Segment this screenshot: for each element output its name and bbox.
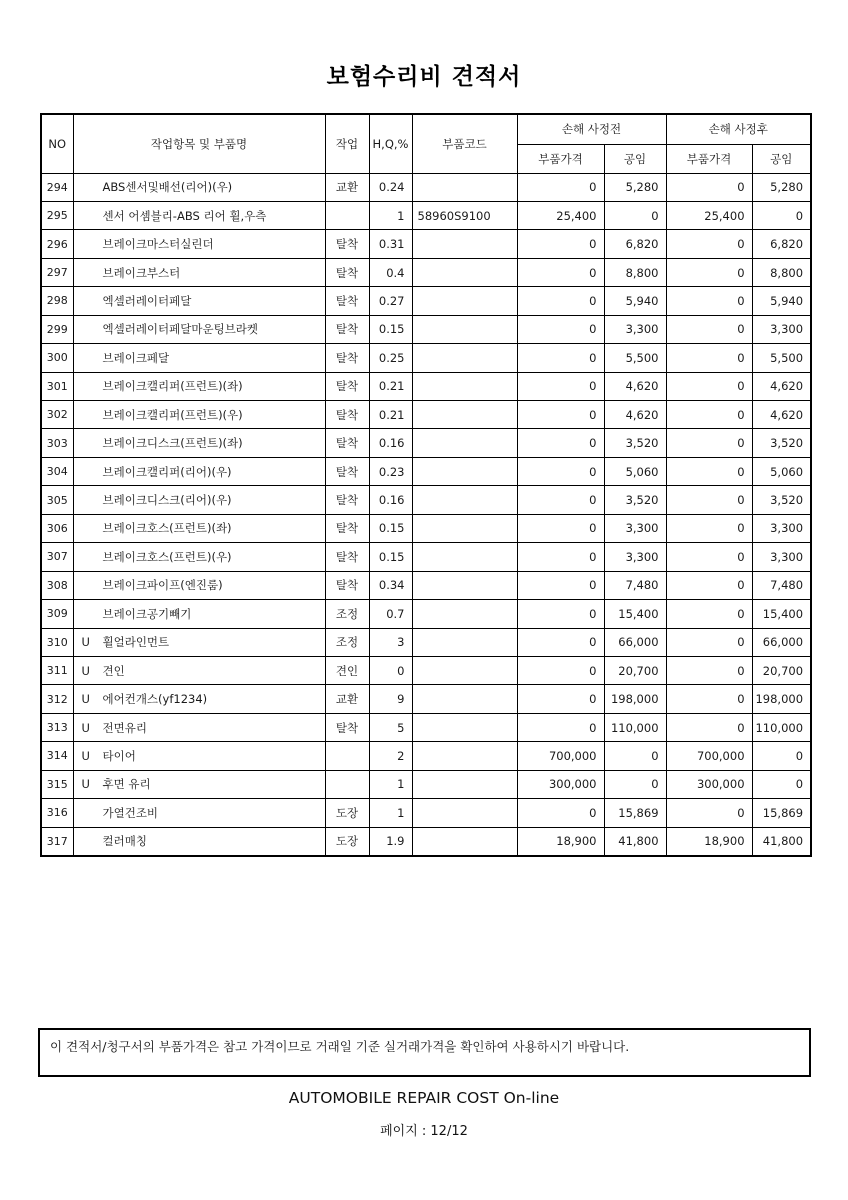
row-before-labor: 3,300 [604, 315, 666, 343]
row-hq-value: 0.34 [369, 571, 412, 599]
row-item [73, 258, 325, 286]
row-after-labor: 198,000 [752, 685, 811, 713]
row-no: 299 [41, 315, 73, 343]
row-item [73, 401, 325, 429]
row-item-name: 브레이크디스크(리어)(우) [102, 493, 232, 508]
table-row [41, 372, 811, 400]
row-before-part-price: 0 [517, 600, 604, 628]
row-part-code: 58960S9100 [412, 201, 517, 229]
row-after-labor: 5,280 [752, 173, 811, 201]
row-after-labor: 66,000 [752, 628, 811, 656]
row-work-type: 교환 [325, 173, 369, 201]
row-work-type: 탈착 [325, 401, 369, 429]
row-after-part-price: 0 [666, 799, 752, 827]
row-no: 294 [41, 173, 73, 201]
row-after-part-price: 0 [666, 372, 752, 400]
row-before-part-price: 0 [517, 457, 604, 485]
row-after-part-price: 0 [666, 429, 752, 457]
row-before-part-price: 0 [517, 656, 604, 684]
row-no: 306 [41, 514, 73, 542]
row-part-code [412, 258, 517, 286]
row-after-part-price: 0 [666, 315, 752, 343]
row-after-labor: 5,500 [752, 344, 811, 372]
table-row [41, 201, 811, 229]
row-item-name: 브레이크캘리퍼(리어)(우) [102, 464, 232, 479]
row-before-labor: 0 [604, 742, 666, 770]
row-before-part-price: 0 [517, 713, 604, 741]
row-after-part-price: 0 [666, 457, 752, 485]
row-before-labor: 8,800 [604, 258, 666, 286]
row-hq-value: 0.21 [369, 372, 412, 400]
row-item [73, 315, 325, 343]
row-before-labor: 5,940 [604, 287, 666, 315]
row-hq-value: 1 [369, 799, 412, 827]
row-no: 317 [41, 827, 73, 855]
row-item [73, 543, 325, 571]
table-row [41, 600, 811, 628]
row-item [73, 770, 325, 798]
row-after-labor: 20,700 [752, 656, 811, 684]
row-before-part-price: 0 [517, 685, 604, 713]
row-after-part-price: 18,900 [666, 827, 752, 855]
row-part-code [412, 770, 517, 798]
row-before-labor: 5,060 [604, 457, 666, 485]
table-row [41, 685, 811, 713]
row-before-labor: 4,620 [604, 401, 666, 429]
row-item-name: 컬러매칭 [102, 834, 147, 849]
row-work-type: 탈착 [325, 486, 369, 514]
row-before-labor: 198,000 [604, 685, 666, 713]
row-hq-value: 0.25 [369, 344, 412, 372]
row-no: 310 [41, 628, 73, 656]
row-before-labor: 7,480 [604, 571, 666, 599]
row-work-type: 탈착 [325, 713, 369, 741]
row-no: 305 [41, 486, 73, 514]
row-hq-value: 0.16 [369, 429, 412, 457]
row-after-part-price: 0 [666, 486, 752, 514]
row-before-part-price: 0 [517, 628, 604, 656]
row-after-part-price: 0 [666, 344, 752, 372]
row-hq-value: 0.31 [369, 230, 412, 258]
row-no: 300 [41, 344, 73, 372]
row-no: 297 [41, 258, 73, 286]
row-u-marker: U [81, 663, 90, 678]
row-u-marker: U [81, 692, 90, 707]
row-item-name: 에어컨개스(yf1234) [102, 692, 208, 707]
row-work-type: 조정 [325, 600, 369, 628]
table-row [41, 315, 811, 343]
row-item [73, 514, 325, 542]
row-after-part-price: 0 [666, 401, 752, 429]
row-item-name: 브레이크디스크(프런트)(좌) [102, 436, 243, 451]
notice-box [38, 1028, 811, 1077]
row-hq-value: 3 [369, 628, 412, 656]
row-after-labor: 0 [752, 742, 811, 770]
row-work-type: 탈착 [325, 372, 369, 400]
row-item-name: 센서 어셈블리-ABS 리어 휠,우측 [102, 208, 267, 223]
row-after-labor: 6,820 [752, 230, 811, 258]
header-no: NO [41, 114, 73, 173]
table-row [41, 713, 811, 741]
table-row [41, 827, 811, 855]
row-hq-value: 0.4 [369, 258, 412, 286]
row-item [73, 713, 325, 741]
row-work-type: 탈착 [325, 429, 369, 457]
table-row [41, 571, 811, 599]
row-before-labor: 110,000 [604, 713, 666, 741]
row-item [73, 344, 325, 372]
row-item [73, 173, 325, 201]
row-before-labor: 3,520 [604, 429, 666, 457]
row-item [73, 600, 325, 628]
header-part-code: 부품코드 [412, 114, 517, 173]
row-no: 315 [41, 770, 73, 798]
row-part-code [412, 571, 517, 599]
row-item-name: 브레이크부스터 [102, 265, 181, 280]
row-hq-value: 0.15 [369, 543, 412, 571]
row-item-name: 견인 [102, 663, 125, 678]
row-after-part-price: 0 [666, 713, 752, 741]
row-before-part-price: 300,000 [517, 770, 604, 798]
row-part-code [412, 628, 517, 656]
row-part-code [412, 713, 517, 741]
header-after-part-price: 부품가격 [666, 144, 752, 173]
row-item [73, 799, 325, 827]
row-before-part-price: 25,400 [517, 201, 604, 229]
row-after-part-price: 0 [666, 514, 752, 542]
row-before-labor: 3,300 [604, 543, 666, 571]
row-before-part-price: 0 [517, 514, 604, 542]
row-item [73, 628, 325, 656]
row-item-name: 전면유리 [102, 720, 147, 735]
table-row [41, 514, 811, 542]
table-row [41, 401, 811, 429]
row-before-part-price: 0 [517, 287, 604, 315]
row-hq-value: 0.7 [369, 600, 412, 628]
row-before-part-price: 0 [517, 173, 604, 201]
row-no: 312 [41, 685, 73, 713]
row-no: 296 [41, 230, 73, 258]
row-after-labor: 41,800 [752, 827, 811, 855]
table-row [41, 457, 811, 485]
row-after-labor: 3,300 [752, 514, 811, 542]
row-after-part-price: 0 [666, 685, 752, 713]
row-before-labor: 41,800 [604, 827, 666, 855]
row-item-name: 타이어 [102, 748, 136, 763]
header-before-group: 손해 사정전 [517, 114, 666, 144]
row-hq-value: 0.15 [369, 514, 412, 542]
row-before-part-price: 0 [517, 372, 604, 400]
row-u-marker: U [81, 777, 90, 792]
row-after-part-price: 0 [666, 258, 752, 286]
row-before-labor: 5,280 [604, 173, 666, 201]
row-after-labor: 3,520 [752, 429, 811, 457]
row-no: 307 [41, 543, 73, 571]
estimate-table [40, 113, 812, 857]
table-row [41, 429, 811, 457]
table-row [41, 543, 811, 571]
row-part-code [412, 372, 517, 400]
row-after-labor: 15,869 [752, 799, 811, 827]
row-after-labor: 4,620 [752, 401, 811, 429]
table-row [41, 258, 811, 286]
row-part-code [412, 344, 517, 372]
table-row [41, 230, 811, 258]
row-work-type: 탈착 [325, 571, 369, 599]
header-item: 작업항목 및 부품명 [73, 114, 325, 173]
row-hq-value: 5 [369, 713, 412, 741]
row-after-labor: 4,620 [752, 372, 811, 400]
row-before-part-price: 18,900 [517, 827, 604, 855]
row-work-type: 탈착 [325, 457, 369, 485]
row-before-part-price: 0 [517, 571, 604, 599]
row-before-labor: 3,520 [604, 486, 666, 514]
row-after-labor: 110,000 [752, 713, 811, 741]
row-item-name: 휠얼라인먼트 [102, 635, 170, 650]
row-before-part-price: 0 [517, 344, 604, 372]
row-item-name: 브레이크호스(프런트)(좌) [102, 521, 232, 536]
page-title: 보험수리비 견적서 [326, 64, 522, 90]
row-no: 309 [41, 600, 73, 628]
row-before-part-price: 0 [517, 401, 604, 429]
row-before-labor: 66,000 [604, 628, 666, 656]
row-part-code [412, 315, 517, 343]
row-after-part-price: 300,000 [666, 770, 752, 798]
row-before-part-price: 0 [517, 543, 604, 571]
row-work-type [325, 770, 369, 798]
row-after-part-price: 0 [666, 230, 752, 258]
row-after-part-price: 0 [666, 543, 752, 571]
row-u-marker: U [81, 748, 90, 763]
row-item-name: 브레이크호스(프런트)(우) [102, 549, 232, 564]
row-before-part-price: 700,000 [517, 742, 604, 770]
row-no: 316 [41, 799, 73, 827]
row-work-type: 견인 [325, 656, 369, 684]
row-before-labor: 3,300 [604, 514, 666, 542]
row-before-part-price: 0 [517, 486, 604, 514]
row-item [73, 287, 325, 315]
row-hq-value: 0.16 [369, 486, 412, 514]
row-item-name: 브레이크마스터실린더 [102, 237, 214, 252]
row-no: 295 [41, 201, 73, 229]
row-item-name: 브레이크파이프(엔진룸) [102, 578, 223, 593]
row-no: 304 [41, 457, 73, 485]
row-part-code [412, 287, 517, 315]
row-no: 311 [41, 656, 73, 684]
header-before-part-price: 부품가격 [517, 144, 604, 173]
row-item [73, 372, 325, 400]
row-no: 302 [41, 401, 73, 429]
row-before-labor: 15,869 [604, 799, 666, 827]
row-after-part-price: 0 [666, 628, 752, 656]
row-work-type: 탈착 [325, 315, 369, 343]
row-hq-value: 1 [369, 201, 412, 229]
table-row [41, 770, 811, 798]
row-item-name: 엑셀러레이터페달 [102, 293, 192, 308]
row-before-part-price: 0 [517, 258, 604, 286]
notice-text: 이 견적서/청구서의 부품가격은 참고 가격이므로 거래일 기준 실거래가격을 확인하여 사용하시기 바랍니다. [50, 1039, 630, 1054]
row-hq-value: 0 [369, 656, 412, 684]
row-no: 298 [41, 287, 73, 315]
row-before-labor: 5,500 [604, 344, 666, 372]
header-work: 작업 [325, 114, 369, 173]
row-item [73, 656, 325, 684]
table-row [41, 287, 811, 315]
row-before-labor: 4,620 [604, 372, 666, 400]
table-row [41, 656, 811, 684]
footer-service-name: AUTOMOBILE REPAIR COST On-line [288, 1089, 560, 1107]
row-part-code [412, 230, 517, 258]
row-item-name: ABS센서및배선(리어)(우) [102, 180, 233, 195]
row-item [73, 571, 325, 599]
row-no: 308 [41, 571, 73, 599]
table-body [41, 173, 811, 856]
row-before-labor: 0 [604, 201, 666, 229]
row-work-type: 탈착 [325, 514, 369, 542]
row-work-type: 탈착 [325, 287, 369, 315]
row-item-name: 엑셀러레이터페달마운팅브라켓 [102, 322, 259, 337]
row-after-part-price: 0 [666, 571, 752, 599]
row-no: 314 [41, 742, 73, 770]
row-before-part-price: 0 [517, 429, 604, 457]
row-item [73, 685, 325, 713]
row-item-name: 후면 유리 [102, 777, 151, 792]
row-work-type: 도장 [325, 799, 369, 827]
row-item-name: 가열건조비 [102, 805, 159, 820]
row-after-labor: 5,940 [752, 287, 811, 315]
row-work-type [325, 201, 369, 229]
row-part-code [412, 457, 517, 485]
row-after-labor: 7,480 [752, 571, 811, 599]
row-part-code [412, 429, 517, 457]
row-no: 301 [41, 372, 73, 400]
row-hq-value: 0.23 [369, 457, 412, 485]
row-item [73, 429, 325, 457]
row-work-type: 탈착 [325, 230, 369, 258]
row-no: 313 [41, 713, 73, 741]
row-after-part-price: 0 [666, 287, 752, 315]
row-after-part-price: 25,400 [666, 201, 752, 229]
row-after-part-price: 700,000 [666, 742, 752, 770]
footer-page-number: 페이지 : 12/12 [380, 1124, 468, 1139]
row-hq-value: 0.24 [369, 173, 412, 201]
row-part-code [412, 685, 517, 713]
row-part-code [412, 742, 517, 770]
row-hq-value: 0.21 [369, 401, 412, 429]
row-item [73, 457, 325, 485]
row-after-part-price: 0 [666, 173, 752, 201]
row-part-code [412, 401, 517, 429]
row-item-name: 브레이크공기빼기 [102, 606, 192, 621]
row-after-part-price: 0 [666, 656, 752, 684]
row-work-type: 조정 [325, 628, 369, 656]
row-hq-value: 2 [369, 742, 412, 770]
row-u-marker: U [81, 720, 90, 735]
row-after-labor: 3,300 [752, 543, 811, 571]
row-item [73, 742, 325, 770]
row-after-labor: 3,300 [752, 315, 811, 343]
row-before-part-price: 0 [517, 230, 604, 258]
row-before-labor: 6,820 [604, 230, 666, 258]
row-part-code [412, 173, 517, 201]
row-work-type: 도장 [325, 827, 369, 855]
row-after-labor: 8,800 [752, 258, 811, 286]
table-header [41, 114, 811, 173]
row-before-labor: 0 [604, 770, 666, 798]
row-item-name: 브레이크캘리퍼(프런트)(우) [102, 407, 243, 422]
row-before-part-price: 0 [517, 315, 604, 343]
table-row [41, 173, 811, 201]
row-item [73, 827, 325, 855]
row-no: 303 [41, 429, 73, 457]
row-part-code [412, 514, 517, 542]
row-hq-value: 1.9 [369, 827, 412, 855]
row-part-code [412, 486, 517, 514]
row-item [73, 486, 325, 514]
header-hq: H,Q,% [369, 114, 412, 173]
row-work-type: 탈착 [325, 344, 369, 372]
row-after-labor: 0 [752, 201, 811, 229]
row-after-labor: 15,400 [752, 600, 811, 628]
row-before-part-price: 0 [517, 799, 604, 827]
row-hq-value: 0.27 [369, 287, 412, 315]
row-item-name: 브레이크캘리퍼(프런트)(좌) [102, 379, 243, 394]
header-after-group: 손해 사정후 [666, 114, 811, 144]
row-u-marker: U [81, 635, 90, 650]
row-after-part-price: 0 [666, 600, 752, 628]
table-row [41, 742, 811, 770]
row-before-labor: 15,400 [604, 600, 666, 628]
row-before-labor: 20,700 [604, 656, 666, 684]
row-part-code [412, 600, 517, 628]
row-hq-value: 9 [369, 685, 412, 713]
row-part-code [412, 656, 517, 684]
row-after-labor: 0 [752, 770, 811, 798]
row-work-type: 교환 [325, 685, 369, 713]
row-part-code [412, 543, 517, 571]
row-part-code [412, 827, 517, 855]
row-hq-value: 0.15 [369, 315, 412, 343]
row-item [73, 230, 325, 258]
row-item-name: 브레이크페달 [102, 350, 170, 365]
row-part-code [412, 799, 517, 827]
row-item [73, 201, 325, 229]
row-after-labor: 3,520 [752, 486, 811, 514]
row-work-type: 탈착 [325, 258, 369, 286]
table-row [41, 486, 811, 514]
header-before-labor: 공임 [604, 144, 666, 173]
table-row [41, 628, 811, 656]
row-hq-value: 1 [369, 770, 412, 798]
table-row [41, 799, 811, 827]
row-work-type [325, 742, 369, 770]
row-after-labor: 5,060 [752, 457, 811, 485]
header-after-labor: 공임 [752, 144, 811, 173]
table-row [41, 344, 811, 372]
row-work-type: 탈착 [325, 543, 369, 571]
